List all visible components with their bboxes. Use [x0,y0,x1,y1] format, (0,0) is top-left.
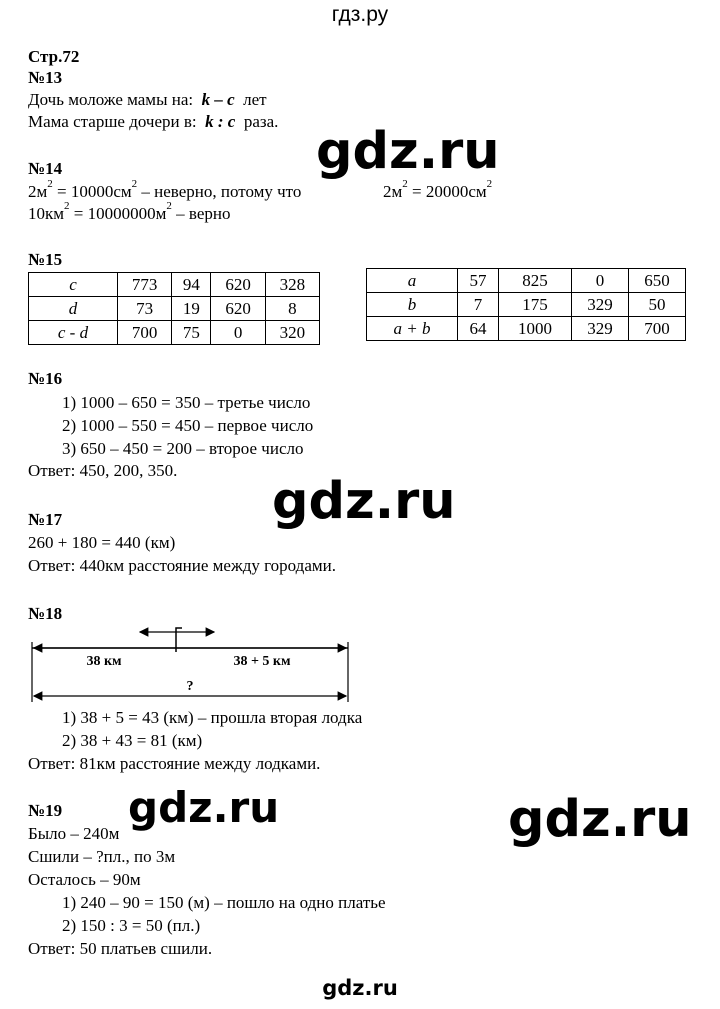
text: – неверно, потому что [137,182,302,201]
table-cell: 700 [118,321,172,345]
task-19-title: №19 [28,801,63,820]
table-cell: 8 [265,297,319,321]
expression: k – c [201,90,235,109]
table-cell: a [367,269,458,293]
table-cell: 329 [571,293,628,317]
text: = 20000см [407,182,487,201]
text: 10км [28,204,65,223]
table-cell: 175 [499,293,572,317]
table-cell: b [367,293,458,317]
table-cell: 620 [211,297,265,321]
table-cell: 64 [458,317,499,341]
superscript: 2 [47,178,53,190]
table-cell: 50 [628,293,685,317]
text: 2м [383,182,403,201]
superscript: 2 [486,178,493,190]
table-cell: c [29,273,118,297]
table-cell: 57 [458,269,499,293]
table-cell: 320 [265,321,319,345]
task-16-step: 3) 650 – 450 = 200 – второе число [62,439,304,458]
task-19-line: Осталось – 90м [28,870,141,889]
task-19-answer: Ответ: 50 платьев сшили. [28,939,213,958]
text: лет [243,90,267,109]
superscript: 2 [64,200,70,212]
table-cell: c - d [29,321,118,345]
text: Дочь моложе мамы на: [28,90,194,109]
task-16-step: 2) 1000 – 550 = 450 – первое число [62,416,314,435]
task-13-line-1 [28,89,267,110]
text: = 10000см [52,182,132,201]
table-cell: 773 [118,273,172,297]
watermark: gdz.ru [272,472,456,531]
task-17-title: №17 [28,510,63,529]
total-label: ? [186,679,194,694]
task-14-line-2 [28,200,231,224]
text: 2м [28,182,48,201]
task-16-title: №16 [28,369,63,388]
table-cell: 1000 [499,317,572,341]
watermark: gdz.ru [128,783,280,832]
table-cell: 650 [628,269,685,293]
task-17-line: 260 + 180 = 440 (км) [28,533,176,552]
segment-left-label: 38 км [86,654,122,669]
watermark: gdz.ru [508,790,692,849]
table-row [29,321,320,345]
task-18-answer: Ответ: 81км расстояние между лодками. [28,754,321,773]
expression: k : c [205,112,236,131]
table-cell: 825 [499,269,572,293]
table-c-d [28,272,320,345]
superscript: 2 [402,178,408,190]
text: – верно [171,204,231,223]
task-19-line: Сшили – ?пл., по 3м [28,847,176,866]
table-cell: 0 [211,321,265,345]
task-17-answer: Ответ: 440км расстояние между городами. [28,556,336,575]
site-header: гдз.ру [331,3,389,26]
task-14-line-1-correct [383,178,493,202]
table-a-b [366,268,686,341]
site-footer: gdz.ru [322,976,398,1000]
task-19-step: 2) 150 : 3 = 50 (пл.) [62,916,201,935]
table-cell: 75 [172,321,211,345]
table-cell: d [29,297,118,321]
text: Мама старше дочери в: [28,112,197,131]
task-14-title: №14 [28,159,63,178]
table-cell: 19 [172,297,211,321]
table-cell: 620 [211,273,265,297]
table-cell: 73 [118,297,172,321]
watermark: gdz.ru [316,122,500,181]
table-cell: 0 [571,269,628,293]
table-row [29,273,320,297]
task-15-title: №15 [28,250,63,269]
table-row [367,317,686,341]
task-16-answer: Ответ: 450, 200, 350. [28,461,178,480]
task-13-line-2 [28,111,278,132]
table-cell: 7 [458,293,499,317]
task-16-step: 1) 1000 – 650 = 350 – третье число [62,393,311,412]
task-18-title: №18 [28,604,63,623]
table-cell: 94 [172,273,211,297]
boats-diagram [28,622,358,704]
page-label: Стр.72 [28,47,80,66]
table-cell: 328 [265,273,319,297]
task-13-title: №13 [28,68,63,87]
task-19-line: Было – 240м [28,824,120,843]
text: = 10000000м [69,204,167,223]
table-row [29,297,320,321]
table-cell: 700 [628,317,685,341]
table-row [367,293,686,317]
text: раза. [243,112,279,131]
segment-right-label: 38 + 5 км [233,654,291,669]
table-row [367,269,686,293]
table-cell: 329 [571,317,628,341]
task-18-step: 1) 38 + 5 = 43 (км) – прошла вторая лодка [62,708,363,727]
superscript: 2 [166,200,172,212]
task-18-step: 2) 38 + 43 = 81 (км) [62,731,203,750]
task-19-step: 1) 240 – 90 = 150 (м) – пошло на одно платье [62,893,386,912]
table-cell: a + b [367,317,458,341]
superscript: 2 [131,178,138,190]
